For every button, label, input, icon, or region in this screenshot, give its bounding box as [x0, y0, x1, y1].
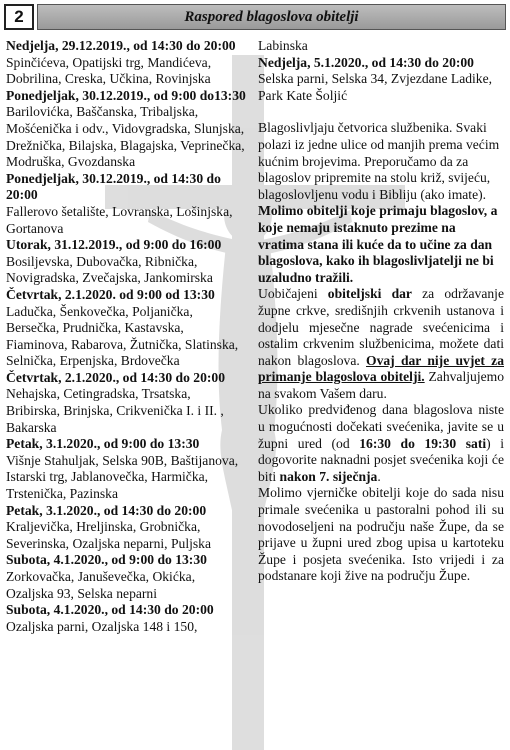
schedule-heading: Subota, 4.1.2020., od 14:30 do 20:00 — [6, 602, 214, 618]
schedule-heading: Četvrtak, 2.1.2020. od 9:00 od 13:30 — [6, 286, 215, 302]
street-list: Spinčićeva, Opatijski trg, Mandićeva, Dobrilina, Creska, Učkina, Rovinjska — [6, 54, 212, 87]
info-text-bold: 16:30 do 19:30 sati — [359, 435, 487, 451]
info-text: za održavanje župne crkve, središnjih crkvenih ustanova i dodjelu mjesečne nagrade svećenicima i ostalim crkvenim službenicima, možete dati nakon blagoslova. — [258, 286, 504, 368]
info-text-bold: obiteljski dar — [327, 286, 412, 302]
info-text: Ukoliko predviđenog dana blagoslova niste u mogućnosti dočekati svećenika, javite se u župni ured (od — [258, 402, 504, 451]
schedule-heading: Ponedjeljak, 30.12.2019., od 9:00 do13:30 — [6, 87, 246, 103]
page-title: Raspored blagoslova obitelji — [37, 4, 506, 30]
street-list: Fallerovo šetalište, Lovranska, Lošinjska, Gortanova — [6, 203, 233, 236]
info-text-bold: nakon 7. siječnja — [279, 468, 378, 484]
schedule-heading: Nedjelja, 29.12.2019., od 14:30 do 20:00 — [6, 38, 236, 53]
info-text: . — [377, 468, 381, 484]
info-text: ) i dogovorite naknadni posjet svećenika koji će biti — [258, 435, 505, 484]
schedule-column — [6, 38, 246, 635]
info-text-bold-underlined: Ovaj dar nije uvjet za primanje blagoslova obitelji. — [258, 352, 504, 385]
street-list: Ozaljska parni, Ozaljska 148 i 150, — [6, 618, 198, 634]
schedule-heading: Četvrtak, 2.1.2020., od 14:30 do 20:00 — [6, 369, 226, 385]
schedule-heading: Petak, 3.1.2020., od 14:30 do 20:00 — [6, 502, 207, 518]
street-list: Barilovićka, Baščanska, Tribaljska, Mošćenička i odv., Vidovgradska, Slunjska, Drežnička, Bilajska, Blagajska, Veprinečka, Modruška, Gvozdanska — [6, 104, 245, 170]
info-text: Zahvaljujemo na svakom Vašem daru. — [258, 369, 504, 401]
schedule-heading: Nedjelja, 5.1.2020., od 14:30 do 20:00 — [258, 54, 474, 70]
street-list: Višnje Stahuljak, Selska 90B, Baštijanova, Istarski trg, Jablanovečka, Harmička, Trstenička, Pazinska — [6, 452, 239, 502]
street-list: Nehajska, Cetingradska, Trsatska, Bribirska, Brinjska, Crikvenička I. i II. , Bakarska — [6, 386, 224, 435]
schedule-heading: Petak, 3.1.2020., od 9:00 do 13:30 — [6, 436, 200, 452]
schedule-heading: Subota, 4.1.2020., od 9:00 do 13:30 — [6, 552, 207, 568]
info-paragraph: Blagoslivljaju četvorica službenika. Svaki polazi iz jedne ulice od manjih prema većim kućnim brojevima. Preporučamo da za blagoslov pripremite na stolu križ, svijeću, blagoslovljenu vodu i Bibliju (ako imate). — [258, 120, 500, 202]
street-list-continuation: Labinska — [258, 38, 308, 53]
schedule-heading: Ponedjeljak, 30.12.2019., od 14:30 do 20:00 — [6, 170, 221, 203]
schedule-heading: Utorak, 31.12.2019., od 9:00 do 16:00 — [6, 237, 222, 253]
info-column — [258, 38, 504, 585]
page-number: 2 — [4, 4, 34, 30]
info-paragraph: Molimo vjerničke obitelji koje do sada nisu primale svećenika u pastoralni pohod ili su novodoseljeni na području naše Župe, da se prijave u župni ured zbog upisa u kartoteku Župe i posjeta svećenika. Isto vrijedi i za podstanare koji žive na području Župe. — [258, 485, 504, 584]
street-list: Ladučka, Šenkovečka, Poljanička, Bersečka, Prudnička, Kastavska, Fiaminova, Rabarova, Žutnička, Slatinska, Selnička, Erpenjska, Brdovečka — [6, 303, 239, 369]
street-list: Bosiljevska, Dubovačka, Ribnička, Novigradska, Zvečajska, Jankomirska — [6, 253, 213, 286]
info-text: Uobičajeni — [258, 286, 318, 302]
street-list: Kraljevička, Hreljinska, Grobnička, Severinska, Ozaljska neparni, Puljska — [6, 519, 211, 551]
page-header — [4, 4, 506, 30]
street-list: Selska parni, Selska 34, Zvjezdane Ladike, Park Kate Šoljić — [258, 71, 493, 103]
info-paragraph-bold: Molimo obitelji koje primaju blagoslov, a koje nemaju istaknuto prezime na vratima stana ili kuće da to učine za dan blagoslova, kako ih blagoslivljatelji ne bi uzaludno tražili. — [258, 203, 498, 285]
street-list: Zorkovačka, Januševečka, Okićka, Ozaljska 93, Selska neparni — [6, 569, 196, 601]
